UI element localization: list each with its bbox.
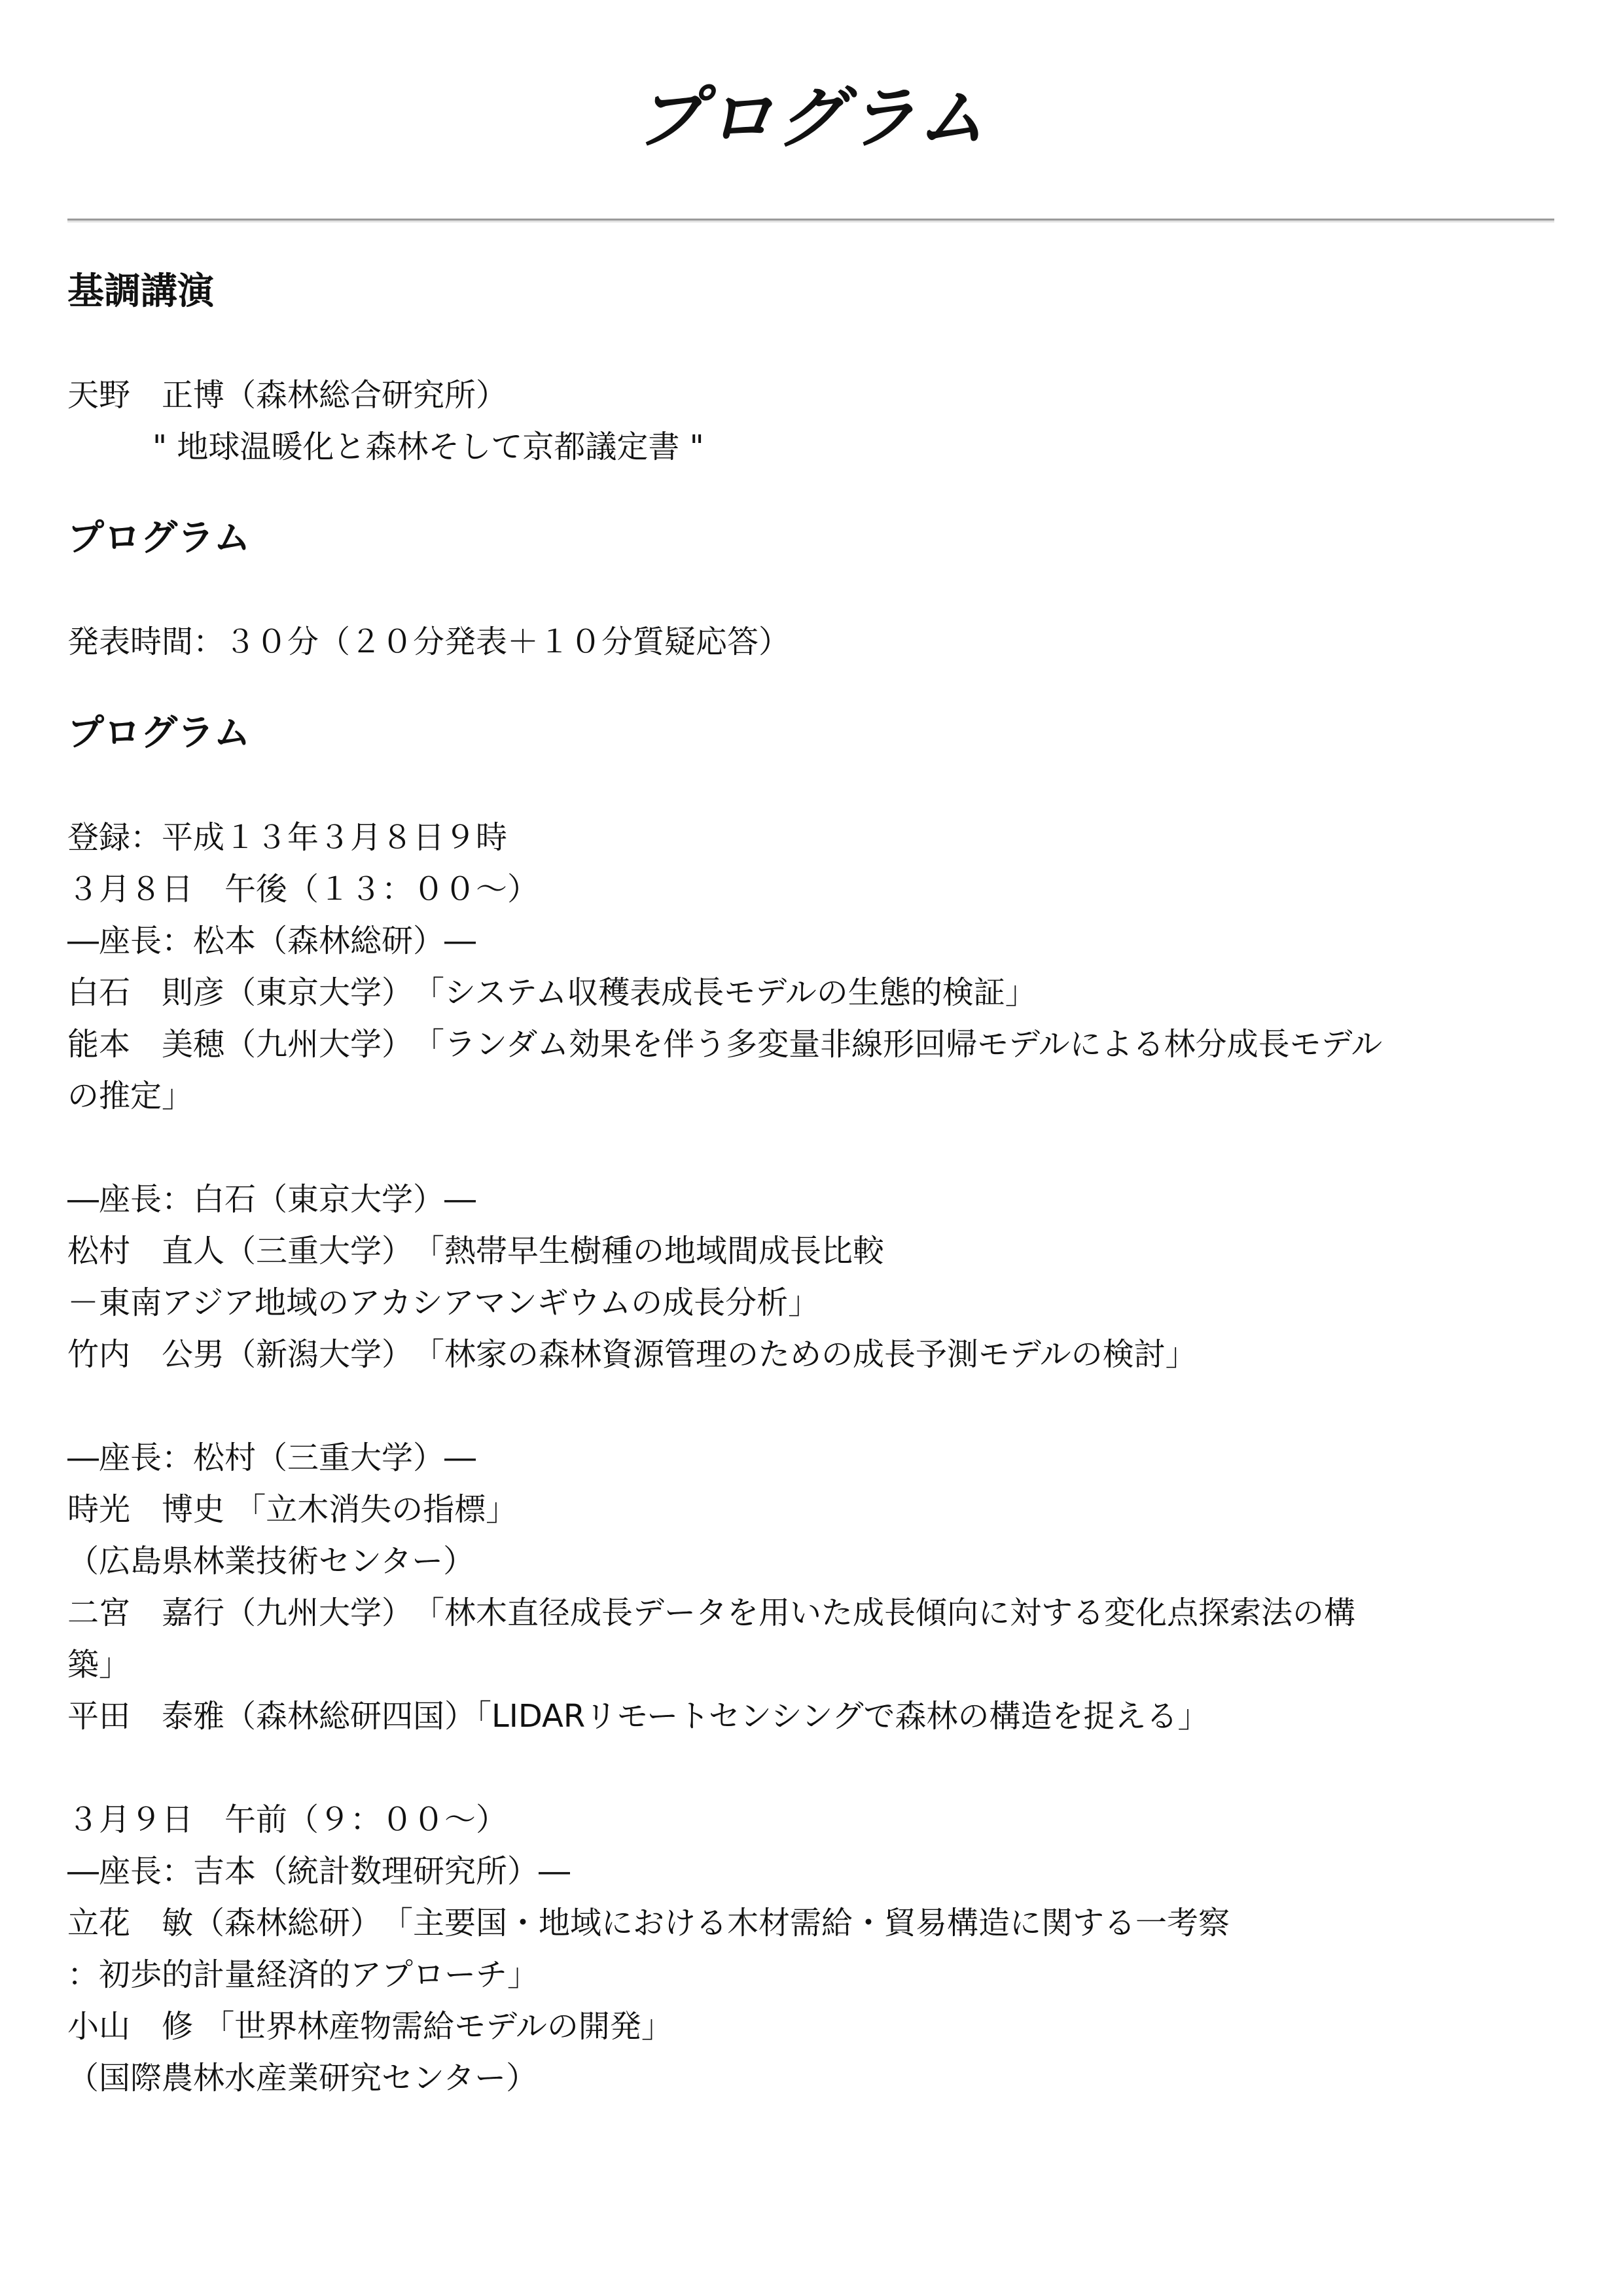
schedule-line: ―座長：松村（三重大学）― [67, 1439, 476, 1476]
schedule-line: ：初歩的計量経済的アプローチ」 [67, 1956, 539, 1993]
schedule-line: ―座長：松本（森林総研）― [67, 922, 476, 959]
schedule-line: （広島県林業技術センター） [67, 1542, 475, 1580]
schedule-line [67, 1742, 1554, 1794]
keynote-speaker: 天野 正博（森林総合研究所） [67, 377, 508, 414]
keynote-block [67, 370, 1554, 473]
schedule-line: 小山 修 「世界林産物需給モデルの開発」 [67, 2007, 673, 2045]
schedule-line: ―座長：白石（東京大学）― [67, 1180, 476, 1218]
schedule-line: 立花 敏（森林総研） 「主要国・地域における木材需給・貿易構造に関する一考察 [67, 1904, 1230, 1941]
document-body [67, 260, 1554, 2104]
schedule-line: （国際農林水産業研究センター） [67, 2059, 538, 2096]
title-divider [67, 219, 1554, 222]
schedule-line: 能本 美穂（九州大学） 「ランダム効果を伴う多変量非線形回帰モデルによる林分成長モデル [67, 1025, 1383, 1063]
schedule-line: 時光 博史 「立木消失の指標」 [67, 1491, 518, 1528]
schedule-heading: プログラム [67, 712, 251, 755]
schedule-line [67, 1381, 1554, 1432]
schedule-line: 築」 [67, 1646, 131, 1683]
schedule-list [67, 812, 1554, 2104]
schedule-line: 登録：平成１３年３月８日９時 [67, 819, 508, 856]
schedule-line: －東南アジア地域のアカシアマンギウムの成長分析」 [67, 1284, 820, 1321]
schedule-line [67, 1122, 1554, 1174]
page-title: プログラム [635, 78, 988, 158]
schedule-line: 二宮 嘉行（九州大学） 「林木直径成長データを用いた成長傾向に対する変化点探索法の構 [67, 1594, 1356, 1631]
format-block [67, 616, 1554, 668]
presentation-time: 発表時間：３０分（２０分発表＋１０分質疑応答） [67, 624, 791, 661]
schedule-line: 白石 則彦（東京大学） 「システム収穫表成長モデルの生態的検証」 [67, 974, 1037, 1011]
schedule-line: ３月８日 午後（１３：００～） [67, 870, 539, 908]
keynote-talk-title: " 地球温暖化と森林そして京都議定書 " [152, 429, 704, 466]
schedule-line: 平田 泰雅（森林総研四国）「LIDARリモートセンシングで森林の構造を捉える」 [67, 1697, 1209, 1735]
schedule-line: の推定」 [67, 1077, 194, 1114]
keynote-heading: 基調講演 [67, 270, 214, 313]
schedule-line: 松村 直人（三重大学） 「熱帯早生樹種の地域間成長比較 [67, 1232, 885, 1269]
schedule-line: ３月９日 午前（９：００～） [67, 1801, 508, 1838]
format-heading: プログラム [67, 517, 251, 560]
schedule-line: ―座長：吉本（統計数理研究所）― [67, 1852, 571, 1890]
schedule-line: 竹内 公男（新潟大学） 「林家の森林資源管理のための成長予測モデルの検討」 [67, 1335, 1197, 1373]
